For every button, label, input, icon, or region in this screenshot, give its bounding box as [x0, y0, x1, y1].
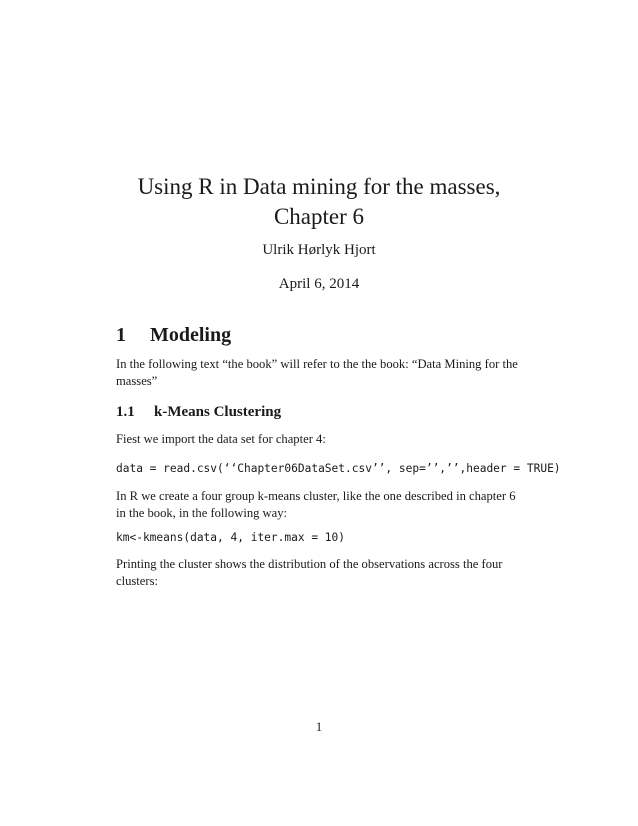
document-date: April 6, 2014	[278, 276, 360, 292]
import-paragraph: Fiest we import the data set for chapter 4:	[116, 432, 326, 446]
page-number: 1	[315, 720, 323, 734]
printing-paragraph: Printing the cluster shows the distribution of the observations across the four clusters:	[116, 557, 503, 588]
intro-paragraph: In the following text “the book” will refer to the the book: “Data Mining for the masses”	[116, 357, 518, 388]
code-kmeans: km<-kmeans(data, 4, iter.max = 10)	[116, 531, 346, 544]
section-title: Modeling	[150, 324, 232, 346]
document-title	[60, 172, 578, 232]
subsection-heading-kmeans	[116, 402, 281, 422]
code-read-csv: data = read.csv(‘‘Chapter06DataSet.csv’’, sep=’’,’’,header = TRUE)	[116, 462, 561, 475]
subsection-number: 1.1	[116, 404, 135, 420]
kmeans-paragraph: In R we create a four group k-means cluster, like the one described in chapter 6 in the book, in the following way:	[116, 489, 516, 520]
title-line-2: Chapter 6	[273, 204, 365, 229]
section-number: 1	[116, 324, 126, 346]
subsection-title: k-Means Clustering	[154, 404, 282, 420]
title-line-1: Using R in Data mining for the masses,	[137, 174, 501, 199]
author-name: Ulrik Hørlyk Hjort	[262, 242, 376, 258]
section-heading-modeling	[116, 322, 231, 348]
